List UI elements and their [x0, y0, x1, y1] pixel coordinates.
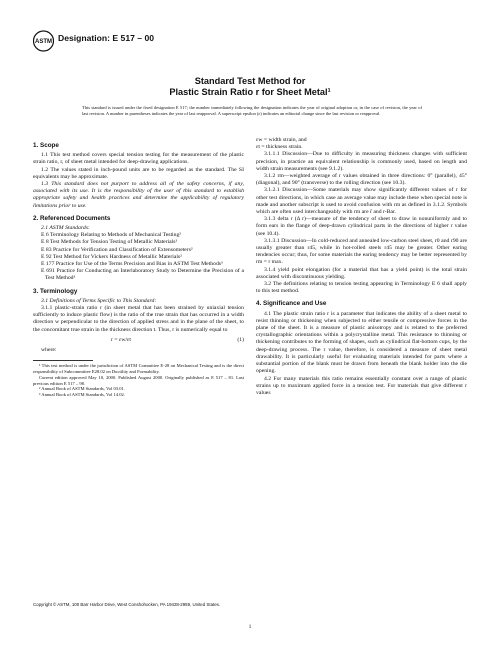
right-column [256, 137, 467, 397]
reference-item: E 83 Practice for Verification and Classification of Extensometers² [41, 246, 193, 253]
definition-width-strain: εw = width strain, and [256, 137, 307, 143]
paragraph-3-1-1: 3.1.1 plastic-strain ratio r (in sheet metal that has been strained by uniaxial tension sufficiently to induce plastic flow) is the ratio of the true strain that has occurred in a width direction w perpendicular to the direction of applied stress and in the plane of the sheet, to the concomitant true strain in the thickness direction t. Thus, r is numerically equal to [33, 305, 244, 333]
page-number: 1 [248, 624, 252, 630]
footnote: Current edition approved May 10, 2000. Published August 2000. Originally published as E 517 – 81. Last previous edition E 517 – 98. [33, 374, 244, 386]
reference-item: E 8 Test Methods for Tension Testing of Metallic Materials² [41, 239, 178, 246]
paragraph-3-1-2: 3.1.2 rm—weighted average of r values obtained in three directions: 0° (parallel), 45° (diagonal), and 90° (transverse) to the rolling direction (see 10.3). [256, 173, 467, 187]
paragraph-2-1: 2.1 ASTM Standards: [41, 225, 90, 232]
paragraph-3-1-3-1: 3.1.3.1 Discussion—In cold-reduced and annealed low-carbon steel sheet, r0 and r90 are usually greater than r45, while in hot-rolled steels r45 may be greater. Other earing tendencies occur; thus, for some materials the earing tendency may be better represented by rm = r max. [256, 237, 467, 266]
astm-logo-icon [33, 30, 54, 52]
footnote: ¹ This test method is under the jurisdiction of ASTM Committee E-28 on Mechanical Testing and is the direct responsibility of Subcommittee E28.02 on Ductility and Formability. [33, 363, 244, 375]
reference-item: E 691 Practice for Conducting an Interlaboratory Study to Determine the Precision of a Test Method³ [41, 268, 244, 282]
definition-thickness-strain: εt = thickness strain. [256, 144, 303, 151]
paragraph-1-2: 1.2 The values stated in inch-pound units are to be regarded as the standard. The SI equivalents may be approximate. [33, 166, 244, 180]
footnote: ³ Annual Book of ASTM Standards, Vol 14.02. [39, 392, 125, 398]
paragraph-3-1: 3.1 Definitions of Terms Specific to This Standard: [41, 297, 157, 304]
paragraph-4-2: 4.2 For many materials this ratio remains essentially constant over a range of plastic strains up to maximum applied force in a tension test. For materials that give different r values [256, 375, 467, 396]
paragraph-3-1-2-1: 3.1.2.1 Discussion—Some materials may show significantly different values of r for other test directions, in which case an average value may include these when special note is made and another subscript is used to avoid confusion with rm as defined in 3.1.2. Symbols which are often used interchangeably with rm are r̄ and r-Bar. [256, 187, 467, 216]
copyright-notice: Copyright © ASTM, 100 Barr Harbor Drive, West Conshohocken, PA 19428-2959, United States. [33, 602, 221, 607]
paragraph-3-1-1-1: 3.1.1.1 Discussion—Due to difficulty in measuring thickness changes with sufficient precision, in practice an equivalent relationship is commonly used, based on length and width strain measurements (see 9.1.2). [256, 151, 467, 172]
reference-item: E 6 Terminology Relating to Methods of Mechanical Testing² [41, 232, 182, 239]
paragraph-3-1-3: 3.1.3 delta r (Δ r)—measure of the tendency of sheet to draw in nonuniformly and to form ears in the flange of deep-drawn cylindrical parts in the directions of higher r value (see 10.4). [256, 216, 467, 237]
designation: Designation: E 517 – 00 [58, 33, 154, 43]
equation-text: r = εw/εt [111, 336, 131, 343]
footnote: ² Annual Book of ASTM Standards, Vol 03.01. [39, 386, 125, 392]
section-heading-referenced-documents: 2. Referenced Documents [33, 214, 111, 222]
section-heading-significance: 4. Significance and Use [256, 300, 327, 308]
issue-note: This standard is issued under the fixed designation E 517; the number immediately following the designation indicates the year of original adoption or, in the case of revision, the year of last revision. A number in parentheses indicates the year of last reapproval. A superscript epsilon (ε) indicates an editorial change since the last revision or reapproval. [82, 105, 422, 117]
paragraph-3-2: 3.2 The definitions relating to tension testing appearing in Terminology E 6 shall apply to this test method. [256, 281, 467, 295]
title-line-2: Plastic Strain Ratio r for Sheet Metal¹ [169, 87, 331, 97]
where-label: where: [41, 347, 57, 354]
paragraph-1-3: 1.3 This standard does not purport to address all of the safety concerns, if any, associated with its use. It is the responsibility of the user of this standard to establish appropriate safety and health practices and determine the applicability of regulatory limitations prior to use. [33, 181, 244, 209]
title-line-1: Standard Test Method for [194, 76, 306, 86]
left-column [33, 137, 244, 398]
footnote-divider [33, 360, 93, 361]
reference-item: E 92 Test Method for Vickers Hardness of Metallic Materials² [41, 253, 182, 260]
paragraph-1-1: 1.1 This test method covers special tension testing for the measurement of the plastic strain ratio, r, of sheet metal intended for deep-drawing applications. [33, 152, 244, 166]
equation-number: (1) [237, 336, 244, 343]
paragraph-4-1: 4.1 The plastic strain ratio r is a parameter that indicates the ability of a sheet metal to resist thinning or thickening when subjected to either tensile or compressive forces in the plane of the sheet. It is a measure of plastic anisotropy and is related to the preferred crystallographic orientations within a polycrystalline metal. This resistance to thinning or thickening contributes to the forming of shapes, such as cylindrical flat-bottom cups, by the deep-drawing process. The r value, therefore, is considered a measure of sheet metal drawability. It is particularly useful for evaluating materials intended for parts where a substantial portion of the blank must be drawn from beneath the blank holder into the die opening. [256, 310, 467, 375]
section-heading-scope: 1. Scope [33, 142, 59, 149]
equation-1 [33, 337, 244, 344]
svg-text:ASTM: ASTM [35, 39, 52, 46]
reference-item: E 177 Practice for Use of the Terms Precision and Bias in ASTM Test Methods³ [41, 261, 223, 268]
paragraph-3-1-4: 3.1.4 yield point elongation (for a material that has a yield point) is the total strain associated with discontinuous yielding. [256, 266, 467, 280]
section-heading-terminology: 3. Terminology [33, 287, 78, 295]
